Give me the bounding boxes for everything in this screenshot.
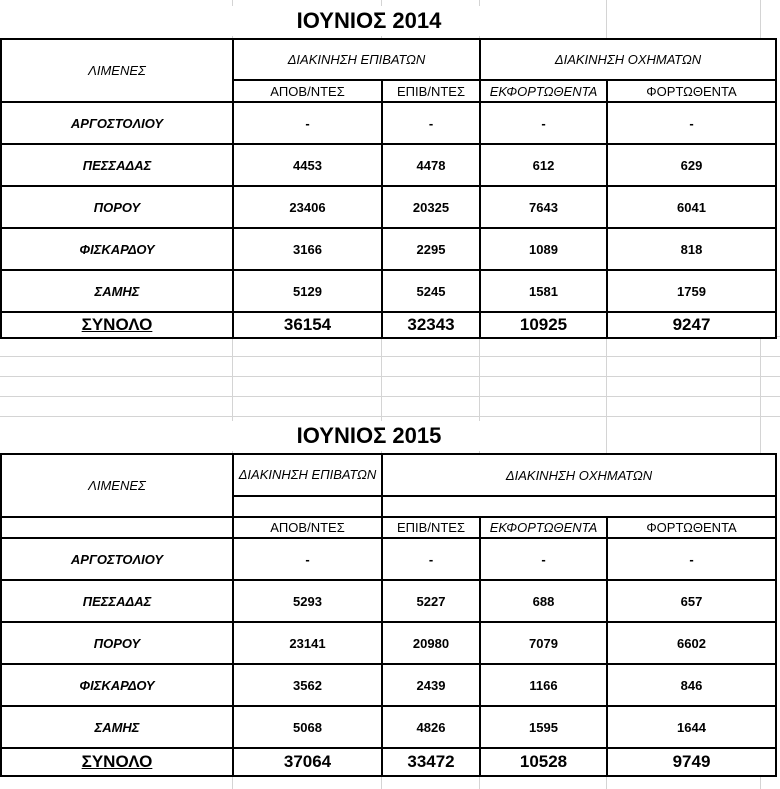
table-row xyxy=(1,144,776,186)
header-passenger-traffic: ΔΙΑΚΙΝΗΣΗ ΕΠΙΒΑΤΩΝ xyxy=(233,39,480,80)
cell-value: 5068 xyxy=(233,706,382,748)
table-row xyxy=(1,664,776,706)
empty-cell xyxy=(1,517,233,538)
port-name: ΠΕΣΣΑΔΑΣ xyxy=(1,144,233,186)
subheader-unloaded: ΕΚΦΟΡΤΩΘΕΝΤΑ xyxy=(480,517,607,538)
cell-value: - xyxy=(233,102,382,144)
traffic-table-2014 xyxy=(0,38,775,339)
cell-value: 1089 xyxy=(480,228,607,270)
traffic-table-2015 xyxy=(0,453,775,777)
total-value: 32343 xyxy=(382,312,480,338)
cell-value: 6041 xyxy=(607,186,776,228)
header-vehicle-traffic: ΔΙΑΚΙΝΗΣΗ ΟΧΗΜΑΤΩΝ xyxy=(480,39,776,80)
port-name: ΠΟΡΟΥ xyxy=(1,186,233,228)
total-value: 37064 xyxy=(233,748,382,776)
cell-value: 4478 xyxy=(382,144,480,186)
port-name: ΑΡΓΟΣΤΟΛΙΟΥ xyxy=(1,538,233,580)
cell-value: 5129 xyxy=(233,270,382,312)
port-name: ΦΙΣΚΑΡΔΟΥ xyxy=(1,664,233,706)
port-name: ΣΑΜΗΣ xyxy=(1,706,233,748)
cell-value: - xyxy=(607,538,776,580)
cell-value: 2295 xyxy=(382,228,480,270)
cell-value: - xyxy=(480,538,607,580)
table-row xyxy=(1,580,776,622)
subheader-unloaded: ΕΚΦΟΡΤΩΘΕΝΤΑ xyxy=(480,80,607,102)
cell-value: - xyxy=(233,538,382,580)
cell-value: 6602 xyxy=(607,622,776,664)
cell-value: - xyxy=(382,538,480,580)
subheader-embarked: ΕΠΙΒ/ΝΤΕΣ xyxy=(382,517,480,538)
port-name: ΠΕΣΣΑΔΑΣ xyxy=(1,580,233,622)
cell-value: 1644 xyxy=(607,706,776,748)
total-value: 9247 xyxy=(607,312,776,338)
cell-value: 5227 xyxy=(382,580,480,622)
cell-value: 846 xyxy=(607,664,776,706)
subheader-loaded: ΦΟΡΤΩΘΕΝΤΑ xyxy=(607,80,776,102)
total-row xyxy=(1,312,776,338)
total-label: ΣΥΝΟΛΟ xyxy=(1,748,233,776)
cell-value: 629 xyxy=(607,144,776,186)
total-value: 10925 xyxy=(480,312,607,338)
cell-value: 3562 xyxy=(233,664,382,706)
cell-value: 5293 xyxy=(233,580,382,622)
port-name: ΣΑΜΗΣ xyxy=(1,270,233,312)
cell-value: - xyxy=(607,102,776,144)
cell-value: 688 xyxy=(480,580,607,622)
header-ports: ΛΙΜΕΝΕΣ xyxy=(1,454,233,517)
cell-value: 4453 xyxy=(233,144,382,186)
cell-value: 1595 xyxy=(480,706,607,748)
table-row xyxy=(1,622,776,664)
cell-value: 5245 xyxy=(382,270,480,312)
table-row xyxy=(1,228,776,270)
cell-value: 1581 xyxy=(480,270,607,312)
header-vehicle-traffic: ΔΙΑΚΙΝΗΣΗ ΟΧΗΜΑΤΩΝ xyxy=(382,454,776,496)
cell-value: 818 xyxy=(607,228,776,270)
page-title-2014: ΙΟΥΝΙΟΣ 2014 xyxy=(232,6,506,36)
subheader-disembarked: ΑΠΟΒ/ΝΤΕΣ xyxy=(233,80,382,102)
port-name: ΠΟΡΟΥ xyxy=(1,622,233,664)
total-value: 33472 xyxy=(382,748,480,776)
total-value: 10528 xyxy=(480,748,607,776)
cell-value: - xyxy=(382,102,480,144)
empty-cell xyxy=(382,496,776,517)
subheader-embarked: ΕΠΙΒ/ΝΤΕΣ xyxy=(382,80,480,102)
cell-value: 20325 xyxy=(382,186,480,228)
cell-value: 3166 xyxy=(233,228,382,270)
table-row xyxy=(1,102,776,144)
cell-value: 23406 xyxy=(233,186,382,228)
subheader-loaded: ΦΟΡΤΩΘΕΝΤΑ xyxy=(607,517,776,538)
table-row xyxy=(1,706,776,748)
cell-value: 1759 xyxy=(607,270,776,312)
port-name: ΑΡΓΟΣΤΟΛΙΟΥ xyxy=(1,102,233,144)
total-row xyxy=(1,748,776,776)
cell-value: 612 xyxy=(480,144,607,186)
page-title-2015: ΙΟΥΝΙΟΣ 2015 xyxy=(232,421,506,451)
cell-value: 7643 xyxy=(480,186,607,228)
cell-value: 20980 xyxy=(382,622,480,664)
subheader-disembarked: ΑΠΟΒ/ΝΤΕΣ xyxy=(233,517,382,538)
empty-cell xyxy=(233,496,382,517)
total-value: 36154 xyxy=(233,312,382,338)
cell-value: 4826 xyxy=(382,706,480,748)
cell-value: 7079 xyxy=(480,622,607,664)
port-name: ΦΙΣΚΑΡΔΟΥ xyxy=(1,228,233,270)
header-passenger-traffic: ΔΙΑΚΙΝΗΣΗ ΕΠΙΒΑΤΩΝ xyxy=(233,454,382,496)
cell-value: - xyxy=(480,102,607,144)
cell-value: 2439 xyxy=(382,664,480,706)
cell-value: 657 xyxy=(607,580,776,622)
table-row xyxy=(1,270,776,312)
cell-value: 1166 xyxy=(480,664,607,706)
cell-value: 23141 xyxy=(233,622,382,664)
table-row xyxy=(1,186,776,228)
total-value: 9749 xyxy=(607,748,776,776)
table-row xyxy=(1,538,776,580)
total-label: ΣΥΝΟΛΟ xyxy=(1,312,233,338)
header-ports: ΛΙΜΕΝΕΣ xyxy=(1,39,233,102)
